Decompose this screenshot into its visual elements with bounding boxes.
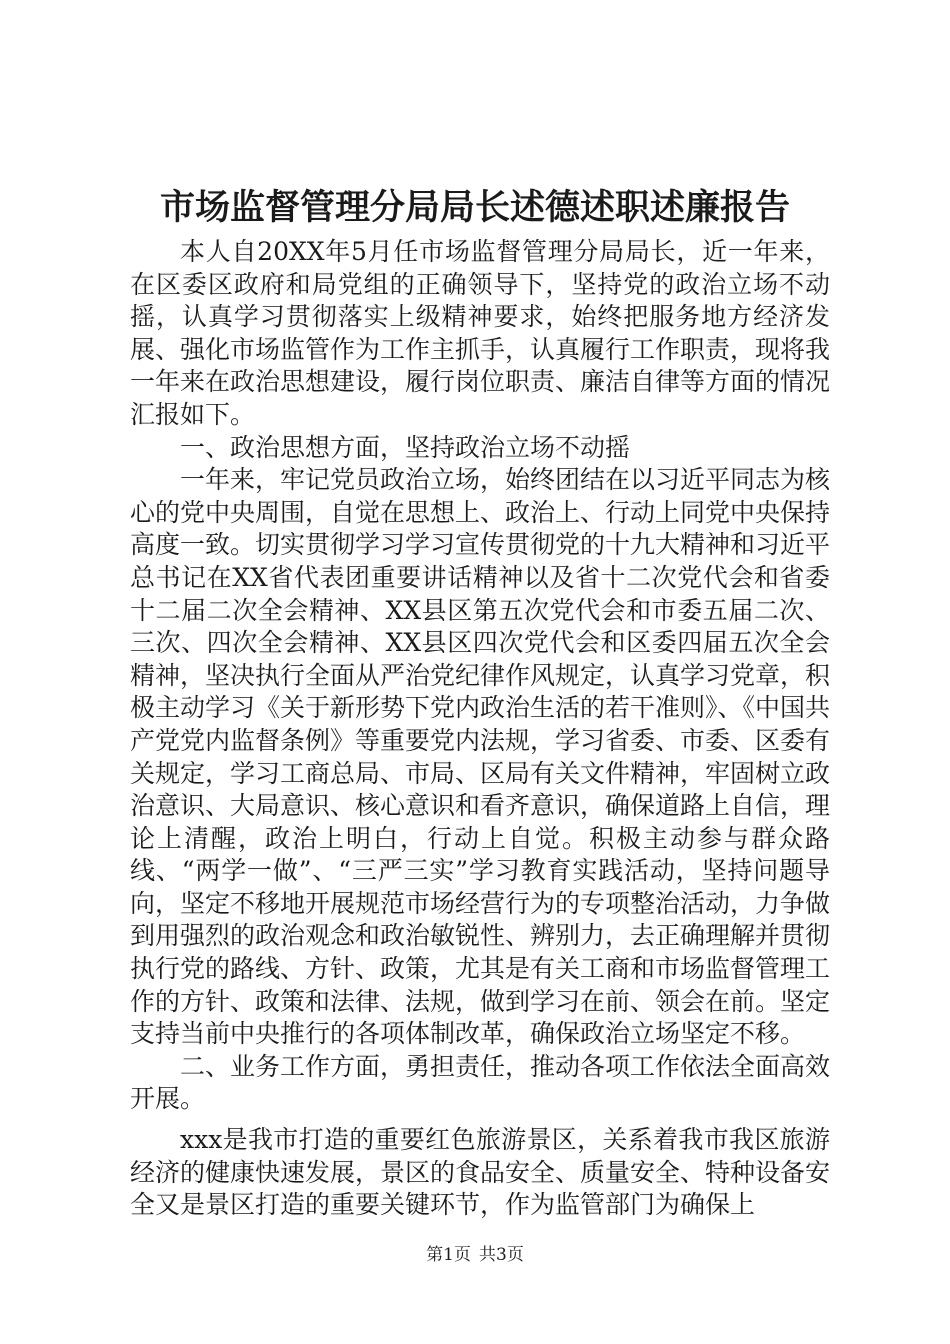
- document-title: 市场监督管理分局局长述德述职述廉报告: [159, 187, 790, 228]
- section-heading-2: 二、业务工作方面，勇担责任，推动各项工作依法全面高效开展。: [130, 1051, 831, 1114]
- paragraph-business: xxx是我市打造的重要红色旅游景区，关系着我市我区旅游经济的健康快速发展，景区的食品安全、质量安全、特种设备安全又是景区打造的重要关键环节，作为监管部门为确保上: [130, 1125, 831, 1220]
- paragraph-political: 一年来，牢记党员政治立场，始终团结在以习近平同志为核心的党中央周围，自觉在思想上、政治上、行动上同党中央保持高度一致。切实贯彻学习学习宣传贯彻党的十九大精神和习近平总书记在XX省代表团重要讲话精神以及省十二次党代会和省委十二届二次全会精神、XX县区第五次党代会和市委五届二次、三次、四次全会精神、XX县区四次党代会和区委四届五次全会精神，坚决执行全面从严治党纪律作风规定，认真学习党章，积极主动学习《关于新形势下党内政治生活的若干准则》、《中国共产党党内监督条例》等重要党内法规，学习省委、市委、区委有关规定，学习工商总局、市局、区局有关文件精神，牢固树立政治意识、大局意识、核心意识和看齐意识，确保道路上自信，理论上清醒，政治上明白，行动上自觉。积极主动参与群众路线、“两学一做”、“三严三实”学习教育实践活动，坚持问题导向，坚定不移地开展规范市场经营行为的专项整治活动，力争做到用强烈的政治观念和政治敏锐性、辨别力，去正确理解并贯彻执行党的路线、方针、政策，尤其是有关工商和市场监督管理工作的方针、政策和法律、法规，做到学习在前、领会在前。坚定支持当前中央推行的各项体制改革，确保政治立场坚定不移。: [130, 465, 831, 1049]
- page-number: 第1页: [426, 1245, 471, 1265]
- page-footer: [0, 1243, 950, 1267]
- document-body: [130, 236, 830, 1222]
- page-total: 共3页: [479, 1245, 524, 1265]
- paragraph-intro: 本人自20XX年5月任市场监督管理分局局长，近一年来，在区委区政府和局党组的正确领导下，坚持党的政治立场不动摇，认真学习贯彻落实上级精神要求，始终把服务地方经济发展、强化市场监管作为工作主抓手，认真履行工作职责，现将我一年来在政治思想建设，履行岗位职责、廉洁自律等方面的情况汇报如下。: [130, 237, 831, 429]
- section-heading-1: 一、政治思想方面，坚持政治立场不动摇: [180, 432, 631, 462]
